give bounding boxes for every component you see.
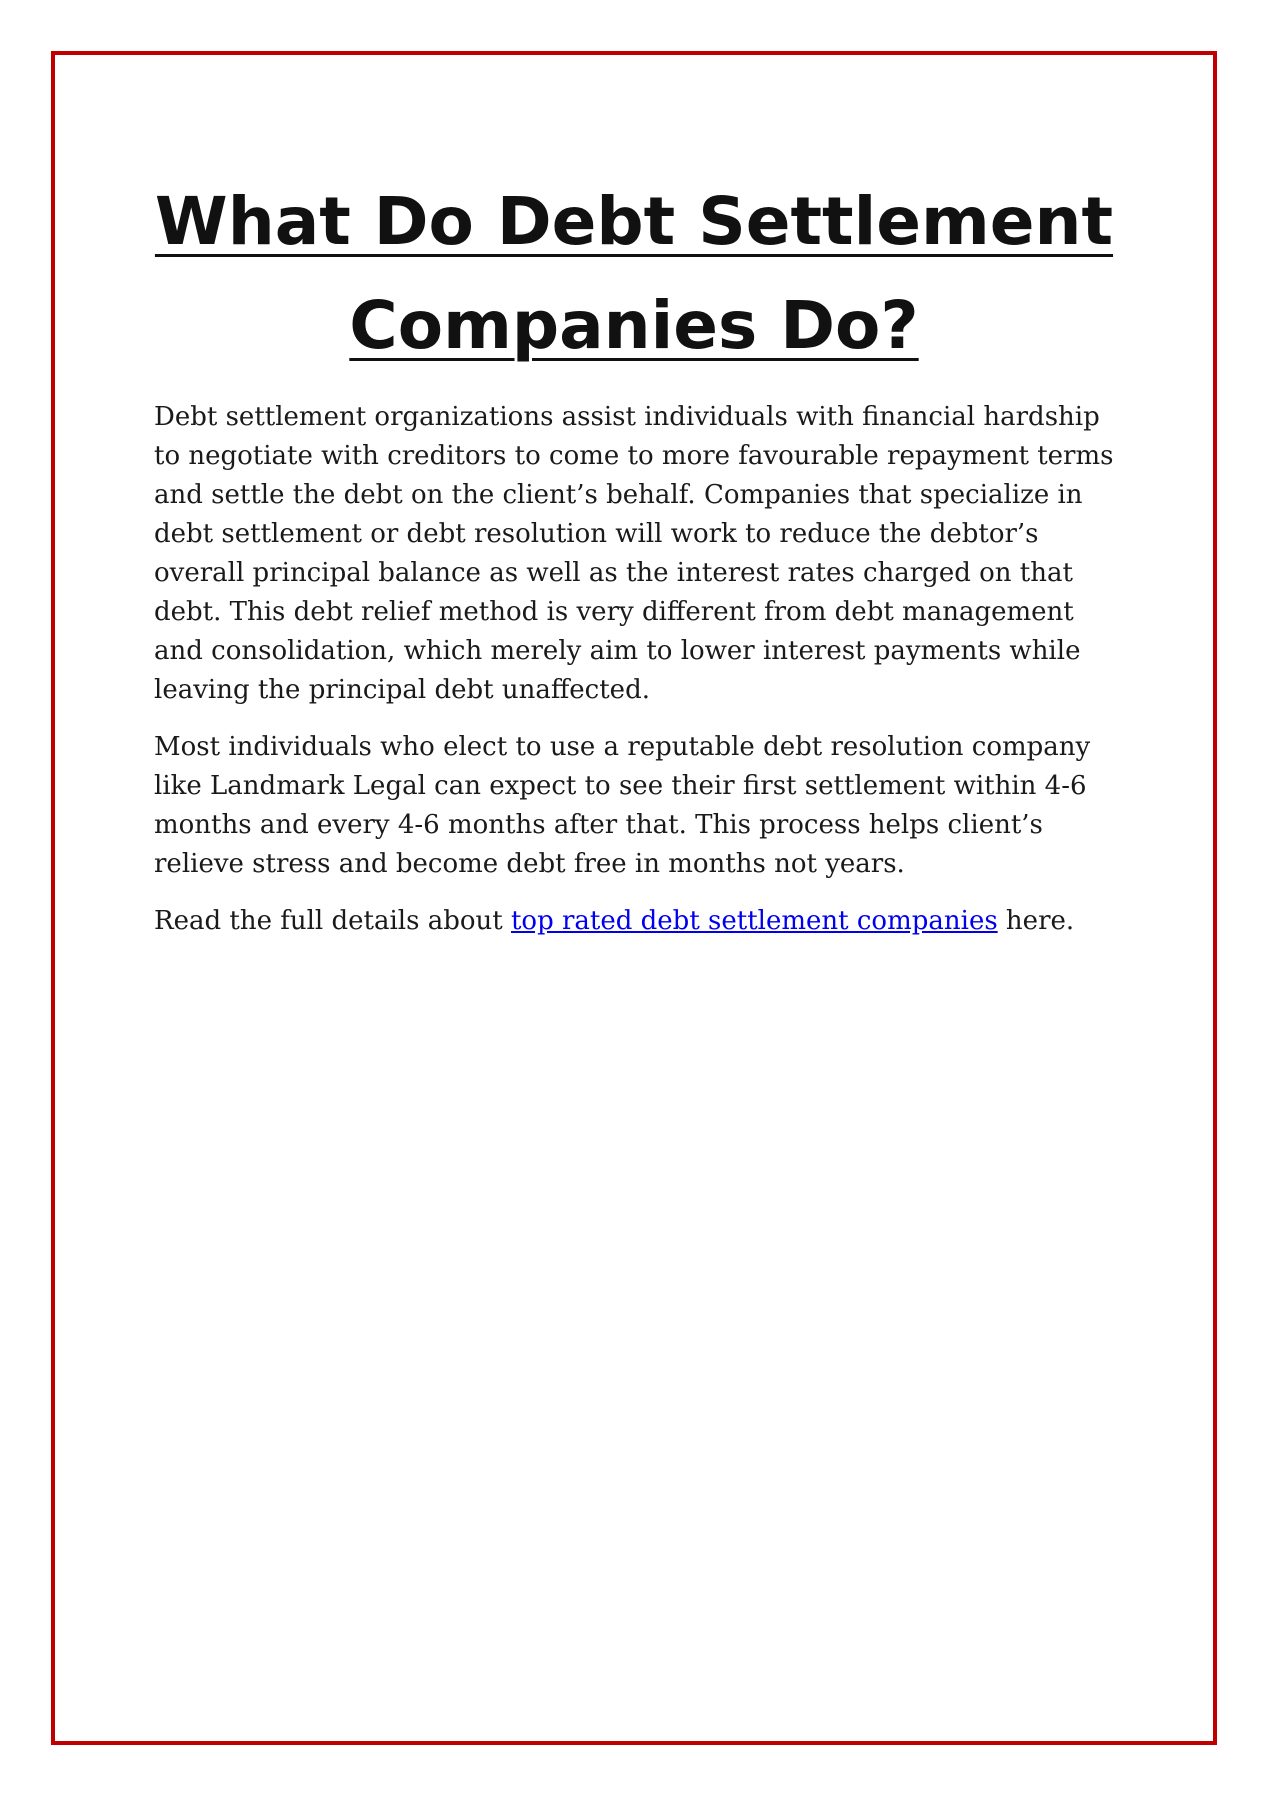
- closing-text-after: here.: [997, 906, 1075, 936]
- top-rated-companies-link[interactable]: top rated debt settlement companies: [510, 906, 998, 936]
- paragraph-process: Most individuals who elect to use a reputable debt resolution company like Landmark Legal can expect to see their first settlement within 4-6 months and every 4-6 months after that. This process helps client’s relieve stress and become debt free in months not years.: [154, 732, 1091, 879]
- paragraph-closing: [154, 902, 1114, 941]
- closing-text-before: Read the full details about: [154, 906, 511, 936]
- page-title: What Do Debt Settlement Companies Do?: [154, 183, 1114, 364]
- document-content: [154, 170, 1114, 941]
- paragraph-intro: Debt settlement organizations assist individuals with financial hardship to negotiate with creditors to come to more favourable repayment terms and settle the debt on the client’s behalf. Companies that specialize in debt settlement or debt resolution will work to reduce the debtor’s overall principal balance as well as the interest rates charged on that debt. This debt relief method is very different from debt management and consolidation, which merely aim to lower interest payments while leaving the principal debt unaffected.: [154, 402, 1114, 705]
